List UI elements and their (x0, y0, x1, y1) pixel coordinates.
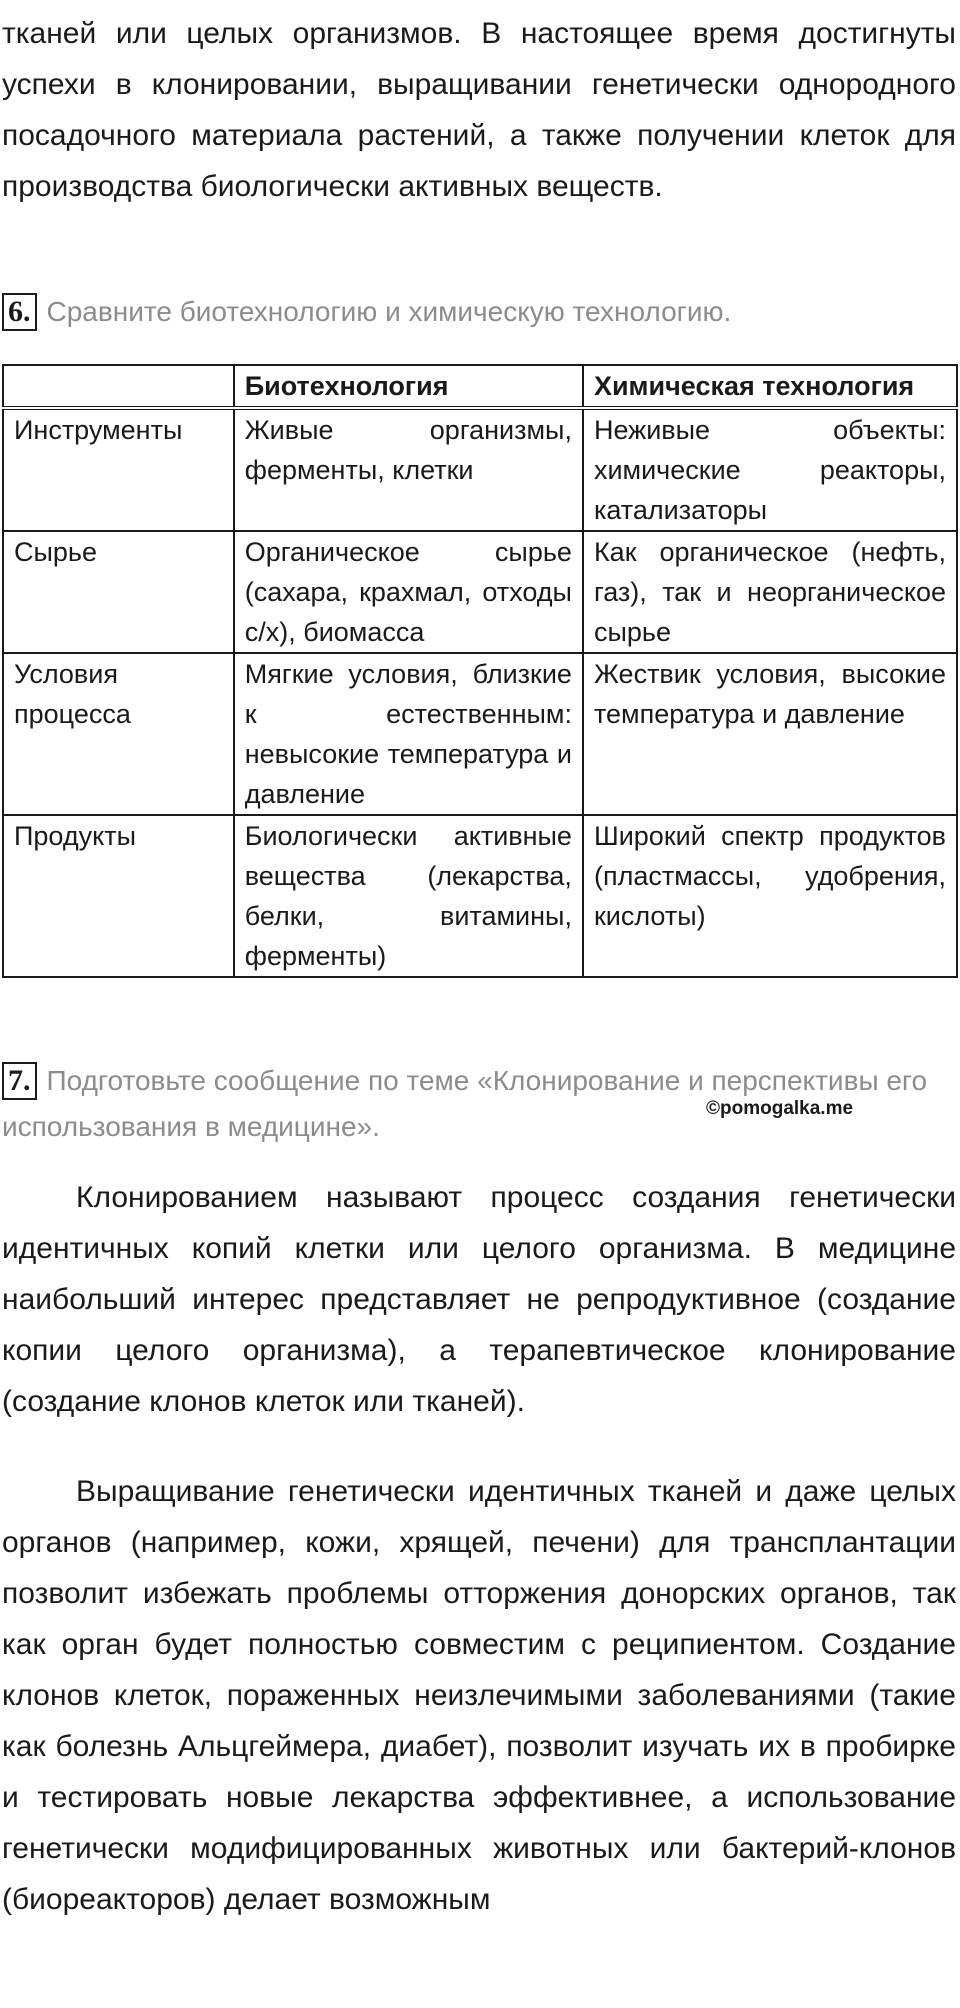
table-cell: Инструменты (3, 408, 234, 531)
table-row (3, 531, 957, 653)
table-cell: Мягкие условия, близкие к естественным: невысокие температура и давление (234, 653, 583, 815)
table-cell: Живые организмы, ферменты, клетки (234, 408, 583, 531)
table-header-cell (3, 365, 234, 408)
comparison-table (2, 364, 958, 978)
task-6-number: 6. (2, 293, 37, 331)
table-cell: Органическое сырье (сахара, крахмал, отходы с/х), биомасса (234, 531, 583, 653)
table-cell: Жествик условия, высокие температура и давление (583, 653, 957, 815)
task-6-heading (2, 293, 731, 331)
table-row (3, 815, 957, 977)
table-row (3, 408, 957, 531)
task-6-text: Сравните биотехнологию и химическую технологию. (46, 296, 732, 327)
intro-paragraph: тканей или целых организмов. В настоящее время достигнуты успехи в клонировании, выращивании генетически однородного посадочного материала растений, а также получении клеток для производства биологически активных веществ. (2, 17, 956, 203)
table-cell: Условия процесса (3, 653, 234, 815)
paragraph-2: Выращивание генетически идентичных тканей и даже целых органов (например, кожи, хрящей, печени) для трансплантации позволит избежать проблемы отторжения донорских органов, так как орган будет полностью совместим с реципиентом. Создание клонов клеток, пораженных неизлечимыми заболеваниями (такие как болезнь Альцгеймера, диабет), позволит изучать их в пробирке и тестировать новые лекарства эффективнее, а использование генетически модифицированных животных или бактерий-клонов (биореакторов) делает возможным (2, 1475, 956, 1916)
task-7-number: 7. (2, 1062, 37, 1100)
table-header-cell: Химическая технология (583, 365, 957, 408)
task-7-text: Подготовьте сообщение по теме «Клонирование и перспективы его использования в медицине». (2, 1065, 928, 1142)
watermark-credit: ©pomogalka.me (706, 1098, 854, 1119)
table-cell: Биологически активные вещества (лекарства, белки, витамины, ферменты) (234, 815, 583, 977)
table-cell: Неживые объекты: химические реакторы, катализаторы (583, 408, 957, 531)
table-cell: Продукты (3, 815, 234, 977)
table-cell: Широкий спектр продуктов (пластмассы, удобрения, кислоты) (583, 815, 957, 977)
table-cell: Сырье (3, 531, 234, 653)
paragraph-1: Клонированием называют процесс создания генетически идентичных копий клетки или целого организма. В медицине наибольший интерес представляет не репродуктивное (создание копии целого организма), а терапевтическое клонирование (создание клонов клеток или тканей). (2, 1181, 956, 1418)
table-cell: Как органическое (нефть, газ), так и неорганическое сырье (583, 531, 957, 653)
table-header-cell: Биотехнология (234, 365, 583, 408)
table-row (3, 653, 957, 815)
table-header-row (3, 365, 957, 408)
